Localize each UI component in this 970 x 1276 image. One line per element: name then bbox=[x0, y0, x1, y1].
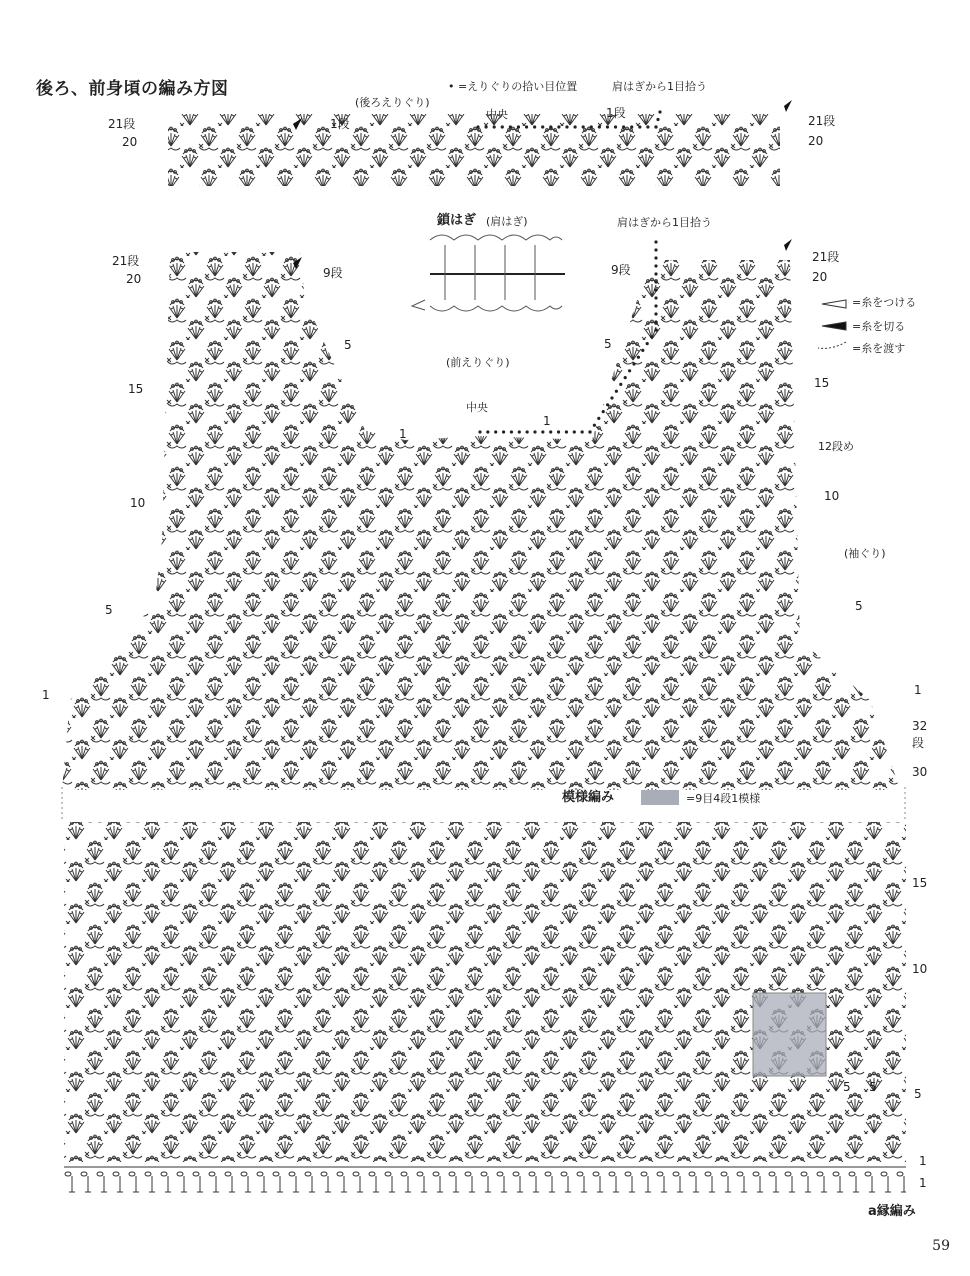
row-21-back-right: 21段 bbox=[808, 114, 836, 128]
pickup-dot bbox=[565, 125, 568, 128]
page-title: 後ろ、前身頃の編み方図 bbox=[36, 79, 229, 99]
pickup-dot bbox=[598, 125, 601, 128]
pickup-dot bbox=[654, 125, 657, 128]
pickup-dot bbox=[533, 430, 536, 433]
pickup-dot bbox=[654, 296, 657, 299]
pickup-dot bbox=[654, 288, 657, 291]
pickup-dot bbox=[493, 125, 496, 128]
pickup-dot bbox=[573, 430, 576, 433]
pickup-dot bbox=[624, 376, 627, 379]
row-21-back-left: 21段 bbox=[108, 117, 136, 131]
pickup-dot bbox=[619, 383, 622, 386]
pickup-dot bbox=[615, 390, 618, 393]
pickup-dot bbox=[632, 362, 635, 365]
label-armhole: (袖ぐり) bbox=[844, 547, 886, 560]
row-20-back-right: 20 bbox=[808, 134, 824, 148]
row-20-front-left: 20 bbox=[126, 272, 142, 286]
row-5-left: 5 bbox=[105, 603, 113, 617]
row-5-right: 5 bbox=[855, 599, 863, 613]
page-number: 59 bbox=[932, 1238, 950, 1254]
pickup-dot bbox=[549, 430, 552, 433]
pickup-dot bbox=[614, 125, 617, 128]
row-10-body: 10 bbox=[912, 962, 928, 976]
row-1-right: 1 bbox=[914, 683, 922, 697]
row-5-front-right: 5 bbox=[604, 337, 612, 351]
row-1-back-left: 1段 bbox=[330, 117, 350, 131]
pickup-dot bbox=[650, 335, 653, 338]
pickup-dot bbox=[590, 125, 593, 128]
pickup-dot bbox=[526, 430, 529, 433]
row-9-front-right: 9段 bbox=[611, 263, 631, 277]
repeat-5a: 5 bbox=[843, 1080, 851, 1094]
pickup-dot bbox=[654, 272, 657, 275]
legend-cut-yarn: =糸を切る bbox=[852, 320, 906, 333]
back-neckline-strip bbox=[168, 114, 780, 186]
pickup-dot bbox=[565, 430, 568, 433]
pickup-dot bbox=[486, 430, 489, 433]
row-32-unit: 段 bbox=[912, 736, 925, 750]
pickup-dot bbox=[501, 125, 504, 128]
row-15-front-left: 15 bbox=[128, 382, 144, 396]
label-pattern-stitch: 模様編み bbox=[562, 790, 615, 805]
label-center-front: 中央 bbox=[466, 401, 488, 414]
pickup-dot bbox=[593, 424, 596, 427]
pickup-dot bbox=[606, 403, 609, 406]
legend-attach-yarn: =糸をつける bbox=[852, 296, 917, 309]
pickup-dot bbox=[654, 240, 657, 243]
body-lace-region bbox=[64, 822, 906, 1162]
pickup-dot bbox=[581, 430, 584, 433]
row-15-body: 15 bbox=[912, 876, 928, 890]
pickup-dot bbox=[638, 125, 641, 128]
label-front-neckline: (前えりぐり) bbox=[446, 356, 510, 369]
pickup-dot bbox=[654, 328, 657, 331]
label-shoulder-pickup-front: 肩はぎから1目拾う bbox=[617, 216, 712, 229]
symbol-legend bbox=[818, 300, 846, 348]
pickup-dot bbox=[533, 125, 536, 128]
pickup-dot bbox=[654, 320, 657, 323]
pickup-dot bbox=[628, 369, 631, 372]
row-10-right: 10 bbox=[824, 489, 840, 503]
legend-pickup: • =えりぐりの拾い目位置 bbox=[448, 80, 578, 93]
row-10-left: 10 bbox=[130, 496, 146, 510]
pickup-dot bbox=[494, 430, 497, 433]
label-chain-join-sub: (肩はぎ) bbox=[486, 215, 528, 228]
pickup-dot bbox=[654, 264, 657, 267]
pickup-dot bbox=[582, 125, 585, 128]
pickup-dot bbox=[654, 280, 657, 283]
row-12-right: 12段め bbox=[818, 440, 854, 453]
pickup-dot bbox=[654, 312, 657, 315]
label-center-back: 中央 bbox=[486, 108, 508, 121]
pickup-dot bbox=[656, 118, 659, 121]
row-20-front-right: 20 bbox=[812, 270, 828, 284]
pickup-dot bbox=[525, 125, 528, 128]
row-1-left: 1 bbox=[42, 688, 50, 702]
label-shoulder-pickup-top: 肩はぎから1目拾う bbox=[612, 80, 707, 93]
row-5-front-left: 5 bbox=[344, 338, 352, 352]
label-edging: a縁編み bbox=[868, 1204, 916, 1219]
pickup-dot bbox=[646, 342, 649, 345]
pickup-dot bbox=[476, 125, 479, 128]
repeat-5b: 5 bbox=[869, 1080, 877, 1094]
row-15-front-right: 15 bbox=[814, 376, 830, 390]
pickup-dot bbox=[602, 410, 605, 413]
pickup-dot bbox=[654, 248, 657, 251]
row-1-edge: 1 bbox=[919, 1176, 927, 1190]
row-9-front-left: 9段 bbox=[323, 266, 343, 280]
pickup-dot bbox=[654, 304, 657, 307]
legend-carry-yarn: =糸を渡す bbox=[852, 342, 906, 355]
pickup-dot bbox=[654, 256, 657, 259]
pickup-dot bbox=[510, 430, 513, 433]
row-21-front-left: 21段 bbox=[112, 254, 140, 268]
pickup-dot bbox=[557, 125, 560, 128]
pickup-dot bbox=[517, 125, 520, 128]
pickup-dot bbox=[557, 430, 560, 433]
row-5-body: 5 bbox=[914, 1087, 922, 1101]
row-1-front-right: 1 bbox=[543, 414, 551, 428]
pickup-dot bbox=[573, 125, 576, 128]
label-back-neckline: (後ろえりぐり) bbox=[355, 96, 430, 109]
row-1-front-left: 1 bbox=[399, 427, 407, 441]
label-chain-join: 鎖はぎ bbox=[437, 213, 477, 228]
legend-swatch bbox=[641, 790, 679, 805]
pickup-dot bbox=[610, 396, 613, 399]
pickup-dot bbox=[502, 430, 505, 433]
pickup-dot bbox=[588, 430, 591, 433]
pickup-dot bbox=[518, 430, 521, 433]
row-30-right: 30 bbox=[912, 765, 928, 779]
row-1-back-right: 1段 bbox=[606, 106, 626, 120]
pickup-dot bbox=[630, 125, 633, 128]
pickup-dot bbox=[549, 125, 552, 128]
pickup-dot bbox=[622, 125, 625, 128]
pickup-dot bbox=[646, 125, 649, 128]
pickup-dot bbox=[541, 430, 544, 433]
row-32-right: 32 bbox=[912, 719, 928, 733]
pickup-dot bbox=[509, 125, 512, 128]
label-pattern-repeat: =9目4段1模様 bbox=[686, 792, 761, 805]
pickup-dot bbox=[606, 125, 609, 128]
row-21-front-right: 21段 bbox=[812, 250, 840, 264]
pickup-dot bbox=[658, 110, 661, 113]
pickup-dot bbox=[641, 349, 644, 352]
chart-break bbox=[60, 790, 910, 820]
edging-row bbox=[64, 1170, 906, 1200]
row-1-body: 1 bbox=[919, 1154, 927, 1168]
pickup-dot bbox=[637, 356, 640, 359]
pickup-dot bbox=[597, 417, 600, 420]
pickup-dot bbox=[484, 125, 487, 128]
row-20-back-left: 20 bbox=[122, 135, 138, 149]
pattern-repeat-highlight bbox=[753, 993, 826, 1076]
pickup-dot bbox=[541, 125, 544, 128]
pickup-dot bbox=[478, 430, 481, 433]
